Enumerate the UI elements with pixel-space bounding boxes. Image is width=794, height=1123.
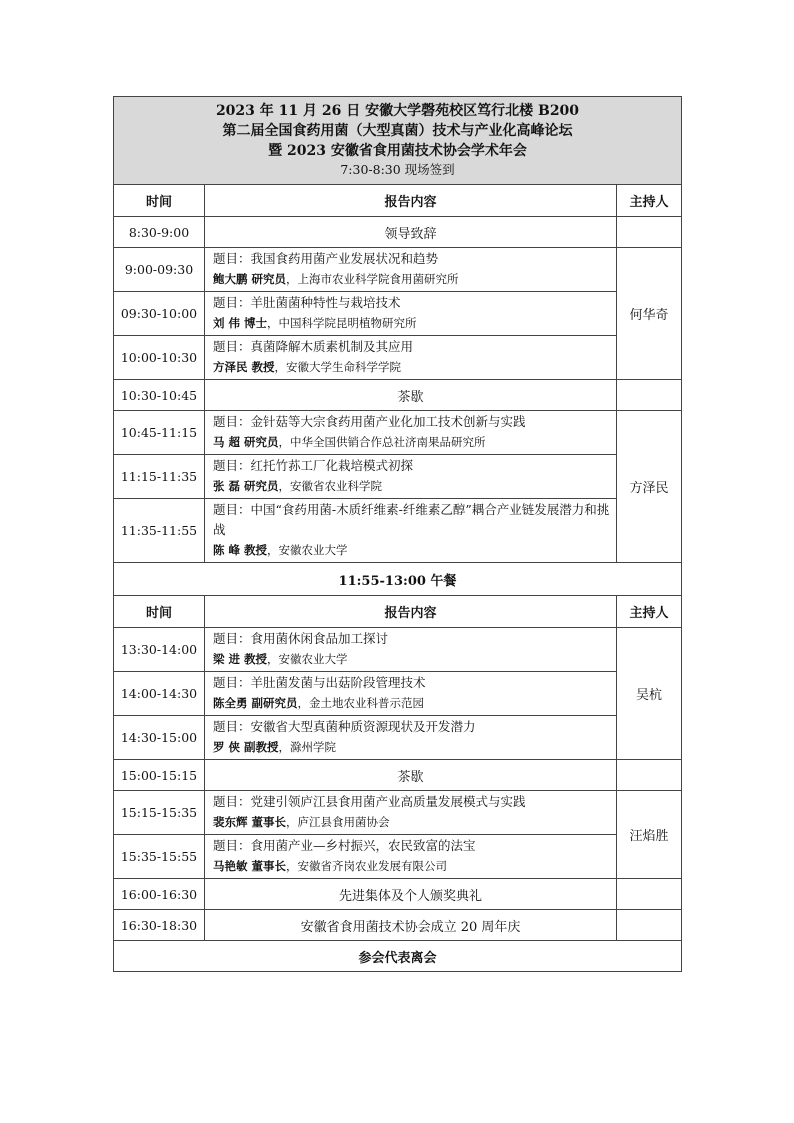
talk-cell: [205, 672, 617, 716]
speaker-name: 梁 进 教授: [213, 652, 268, 666]
column-header-row: [114, 185, 682, 217]
time-cell: 09:30-10:00: [114, 292, 205, 336]
table-row: [114, 217, 682, 248]
time-cell: 11:35-11:55: [114, 499, 205, 563]
time-cell: 10:45-11:15: [114, 411, 205, 455]
talk-speaker-line: [213, 693, 612, 713]
speaker-name: 罗 侠 副教授: [213, 740, 279, 754]
talk-speaker-line: [213, 476, 612, 496]
table-row: [114, 879, 682, 910]
time-cell: 8:30-9:00: [114, 217, 205, 248]
col-time-header: 时间: [114, 596, 205, 628]
talk-speaker-line: [213, 737, 612, 757]
time-cell: 15:35-15:55: [114, 835, 205, 879]
speaker-name: 陈全勇 副研究员: [213, 696, 298, 710]
item-cell: 茶歇: [205, 380, 617, 411]
talk-cell: [205, 411, 617, 455]
item-cell: 先进集体及个人颁奖典礼: [205, 879, 617, 910]
time-cell: 10:30-10:45: [114, 380, 205, 411]
talk-speaker-line: [213, 432, 612, 452]
time-cell: 15:00-15:15: [114, 760, 205, 791]
time-cell: 14:30-15:00: [114, 716, 205, 760]
host-cell: 吴杭: [616, 628, 681, 760]
speaker-affiliation: ，中华全国供销合作总社济南果品研究所: [278, 435, 486, 449]
table-row: [114, 672, 682, 716]
time-cell: 11:15-11:35: [114, 455, 205, 499]
talk-speaker-line: [213, 649, 612, 669]
time-cell: 13:30-14:00: [114, 628, 205, 672]
host-cell-empty: [616, 760, 681, 791]
talk-cell: [205, 455, 617, 499]
talk-title: 题目：羊肚菌发菌与出菇阶段管理技术: [213, 675, 426, 690]
column-header-row: [114, 596, 682, 628]
speaker-name: 张 磊 研究员: [213, 479, 279, 493]
talk-cell: [205, 628, 617, 672]
time-cell: 15:15-15:35: [114, 791, 205, 835]
forum-title: 第二届全国食药用菌（大型真菌）技术与产业化高峰论坛: [222, 123, 573, 139]
schedule-table: [113, 96, 682, 972]
speaker-name: 裴东辉 董事长: [213, 815, 287, 829]
col-content-header: 报告内容: [205, 185, 617, 217]
time-cell: 10:00-10:30: [114, 336, 205, 380]
table-row: [114, 455, 682, 499]
schedule-header: [114, 97, 682, 185]
speaker-name: 鲍大鹏 研究员: [213, 272, 287, 286]
speaker-name: 马 超 研究员: [213, 435, 279, 449]
col-time-header: 时间: [114, 185, 205, 217]
header-row: [114, 97, 682, 185]
talk-speaker-line: [213, 856, 612, 876]
table-row: [114, 760, 682, 791]
table-row: [114, 336, 682, 380]
speaker-affiliation: ，安徽省农业科学院: [278, 479, 383, 493]
talk-title: 题目：食用菌休闲食品加工探讨: [213, 631, 389, 646]
host-cell-empty: [616, 910, 681, 941]
table-row: [114, 292, 682, 336]
lunch-break: 11:55-13:00 午餐: [114, 563, 682, 596]
speaker-affiliation: ，金土地农业科普示范园: [297, 696, 425, 710]
talk-cell: [205, 292, 617, 336]
speaker-affiliation: ，安徽省齐岗农业发展有限公司: [286, 859, 448, 873]
item-cell: 领导致辞: [205, 217, 617, 248]
talk-title: 题目：中国“食药用菌-木质纤维素-纤维素乙醇”耦合产业链发展潜力和挑战: [213, 502, 610, 537]
talk-speaker-line: [213, 313, 612, 333]
talk-speaker-line: [213, 540, 612, 560]
talk-speaker-line: [213, 357, 612, 377]
table-row: [114, 910, 682, 941]
speaker-affiliation: ，安徽大学生命科学学院: [274, 360, 402, 374]
signin-time: 7:30-8:30 现场签到: [340, 162, 455, 177]
table-row: [114, 716, 682, 760]
talk-title: 题目：安徽省大型真菌种质资源现状及开发潜力: [213, 719, 476, 734]
talk-title: 题目：我国食药用菌产业发展状况和趋势: [213, 251, 439, 266]
talk-speaker-line: [213, 812, 612, 832]
closing-text: 参会代表离会: [114, 941, 682, 972]
speaker-name: 马艳敏 董事长: [213, 859, 287, 873]
time-cell: 14:00-14:30: [114, 672, 205, 716]
talk-cell: [205, 336, 617, 380]
host-cell-empty: [616, 217, 681, 248]
speaker-affiliation: ，庐江县食用菌协会: [286, 815, 390, 829]
col-host-header: 主持人: [616, 596, 681, 628]
host-cell-empty: [616, 380, 681, 411]
host-cell-empty: [616, 879, 681, 910]
closing-row: [114, 941, 682, 972]
talk-cell: [205, 716, 617, 760]
lunch-row: [114, 563, 682, 596]
table-row: [114, 499, 682, 563]
col-host-header: 主持人: [616, 185, 681, 217]
time-cell: 16:30-18:30: [114, 910, 205, 941]
talk-cell: [205, 835, 617, 879]
host-cell: 何华奇: [616, 248, 681, 380]
talk-title: 题目：金针菇等大宗食药用菌产业化加工技术创新与实践: [213, 414, 526, 429]
date-venue: 2023 年 11 月 26 日 安徽大学磬苑校区笃行北楼 B200: [215, 103, 580, 119]
talk-title: 题目：红托竹荪工厂化栽培模式初探: [213, 458, 414, 473]
speaker-affiliation: ，安徽农业大学: [267, 543, 348, 557]
talk-title: 题目：党建引领庐江县食用菌产业高质量发展模式与实践: [213, 794, 526, 809]
talk-title: 题目：食用菌产业—乡村振兴，农民致富的法宝: [213, 838, 476, 853]
speaker-affiliation: ，滁州学院: [278, 740, 337, 754]
talk-cell: [205, 499, 617, 563]
speaker-name: 刘 伟 博士: [213, 316, 268, 330]
speaker-affiliation: ，安徽农业大学: [267, 652, 348, 666]
table-row: [114, 628, 682, 672]
table-row: [114, 411, 682, 455]
speaker-name: 方泽民 教授: [213, 360, 275, 374]
talk-cell: [205, 248, 617, 292]
host-cell: 方泽民: [616, 411, 681, 563]
item-cell: 茶歇: [205, 760, 617, 791]
table-row: [114, 248, 682, 292]
talk-title: 题目：羊肚菌菌种特性与栽培技术: [213, 295, 401, 310]
time-cell: 16:00-16:30: [114, 879, 205, 910]
speaker-affiliation: ，中国科学院昆明植物研究所: [267, 316, 417, 330]
table-row: [114, 380, 682, 411]
table-row: [114, 835, 682, 879]
talk-cell: [205, 791, 617, 835]
speaker-name: 陈 峰 教授: [213, 543, 268, 557]
speaker-affiliation: ，上海市农业科学院食用菌研究所: [286, 272, 459, 286]
col-content-header: 报告内容: [205, 596, 617, 628]
host-cell: 汪焰胜: [616, 791, 681, 879]
table-row: [114, 791, 682, 835]
item-cell: 安徽省食用菌技术协会成立 20 周年庆: [205, 910, 617, 941]
meeting-title: 暨 2023 安徽省食用菌技术协会学术年会: [268, 143, 527, 159]
talk-speaker-line: [213, 269, 612, 289]
time-cell: 9:00-09:30: [114, 248, 205, 292]
talk-title: 题目：真菌降解木质素机制及其应用: [213, 339, 414, 354]
